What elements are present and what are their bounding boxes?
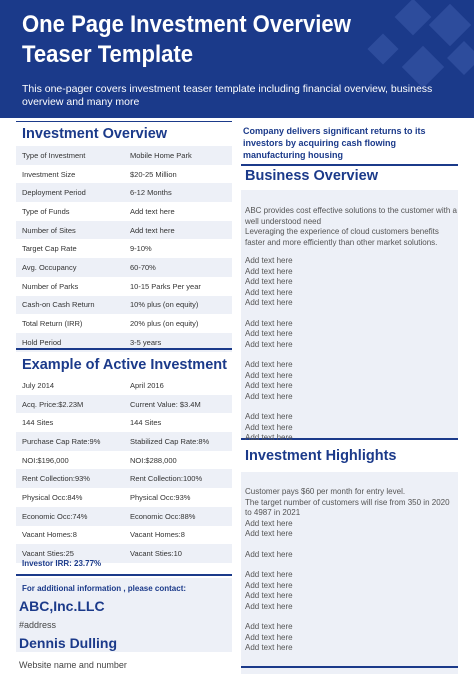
table-cell: NOI:$196,000 bbox=[16, 451, 124, 470]
table-cell: Hold Period bbox=[16, 333, 124, 352]
table-cell: $20-25 Million bbox=[124, 165, 232, 184]
placeholder-text: Add text here bbox=[245, 570, 293, 579]
placeholder-text: Add text here bbox=[245, 643, 293, 652]
table-row bbox=[16, 202, 232, 221]
table-row bbox=[16, 314, 232, 333]
investment-highlights-text bbox=[245, 487, 457, 654]
divider bbox=[241, 666, 458, 668]
divider bbox=[16, 574, 232, 576]
address: #address bbox=[19, 620, 57, 630]
contact-person: Dennis Dulling bbox=[19, 635, 117, 651]
table-row bbox=[16, 296, 232, 315]
placeholder-text: Add text here bbox=[245, 601, 293, 611]
table-row bbox=[16, 183, 232, 202]
table-row bbox=[16, 395, 232, 414]
table-cell: 144 Sites bbox=[16, 413, 124, 432]
table-cell: Number of Sites bbox=[16, 221, 124, 240]
table-cell: Economic Occ:74% bbox=[16, 507, 124, 526]
table-row bbox=[16, 146, 232, 165]
placeholder-text: Add text here bbox=[245, 360, 293, 369]
business-overview-text bbox=[245, 206, 457, 444]
placeholder-text: Add text here bbox=[245, 549, 293, 559]
business-intro-1: ABC provides cost effective solutions to the customer with a well understood need bbox=[245, 206, 457, 226]
placeholder-text: Add text here bbox=[245, 277, 293, 286]
page-title: One Page Investment Overview Teaser Template bbox=[22, 11, 351, 68]
table-cell: Type of Investment bbox=[16, 146, 124, 165]
table-cell: Vacant Homes:8 bbox=[16, 526, 124, 545]
table-cell: Cash-on Cash Return bbox=[16, 296, 124, 315]
placeholder-text: Add text here bbox=[245, 256, 293, 265]
table-cell: 9-10% bbox=[124, 239, 232, 258]
table-cell: Avg. Occupancy bbox=[16, 258, 124, 277]
placeholder-text: Add text here bbox=[245, 518, 293, 528]
table-row bbox=[16, 239, 232, 258]
table-cell: Vacant Sties:10 bbox=[124, 544, 232, 563]
table-cell: 20% plus (on equity) bbox=[124, 314, 232, 333]
table-cell: Physical Occ:93% bbox=[124, 488, 232, 507]
table-row bbox=[16, 526, 232, 545]
table-row bbox=[16, 376, 232, 395]
table-row bbox=[16, 488, 232, 507]
divider bbox=[241, 164, 458, 166]
table-cell: April 2016 bbox=[124, 376, 232, 395]
investment-overview-title: Investment Overview bbox=[22, 126, 168, 142]
placeholder-text: Add text here bbox=[245, 632, 293, 642]
table-cell: 144 Sites bbox=[124, 413, 232, 432]
active-investment-table bbox=[16, 376, 232, 563]
placeholder-text: Add text here bbox=[245, 529, 293, 538]
table-cell: July 2014 bbox=[16, 376, 124, 395]
table-cell: NOI:$288,000 bbox=[124, 451, 232, 470]
placeholder-group bbox=[245, 519, 457, 654]
placeholder-text: Add text here bbox=[245, 412, 293, 421]
divider bbox=[16, 348, 232, 350]
table-cell: Deployment Period bbox=[16, 183, 124, 202]
placeholder-text: Add text here bbox=[245, 391, 293, 401]
placeholder-text: Add text here bbox=[245, 422, 293, 432]
business-intro-2: Leveraging the experience of cloud customers benefits faster and more efficiently than other market solutions. bbox=[245, 227, 439, 247]
placeholder-text: Add text here bbox=[245, 266, 293, 276]
table-cell: Rent Collection:100% bbox=[124, 469, 232, 488]
investment-highlights-title: Investment Highlights bbox=[241, 442, 458, 472]
table-row bbox=[16, 258, 232, 277]
placeholder-text: Add text here bbox=[245, 381, 293, 390]
table-cell: Investment Size bbox=[16, 165, 124, 184]
table-cell: 10% plus (on equity) bbox=[124, 296, 232, 315]
page-subtitle: This one-pager covers investment teaser template including financial overview, business overview and many more bbox=[22, 83, 433, 108]
table-cell: Number of Parks bbox=[16, 277, 124, 296]
tagline: Company delivers significant returns to its investors by acquiring cash flowing manufacturing housing bbox=[243, 126, 426, 160]
placeholder-text: Add text here bbox=[245, 591, 293, 600]
table-cell: Acq. Price:$2.23M bbox=[16, 395, 124, 414]
table-cell: Physical Occ:84% bbox=[16, 488, 124, 507]
table-cell: Target Cap Rate bbox=[16, 239, 124, 258]
table-row bbox=[16, 451, 232, 470]
highlight-intro-1: Customer pays $60 per month for entry level. bbox=[245, 487, 406, 496]
placeholder-text: Add text here bbox=[245, 329, 293, 338]
highlight-intro-2: The target number of customers will rise from 350 in 2020 to 4987 in 2021 bbox=[245, 497, 450, 517]
company-name: ABC,Inc.LLC bbox=[19, 598, 105, 614]
divider bbox=[16, 121, 232, 122]
table-row bbox=[16, 413, 232, 432]
table-row bbox=[16, 469, 232, 488]
table-row bbox=[16, 277, 232, 296]
table-cell: 3-5 years bbox=[124, 333, 232, 352]
business-overview-title: Business Overview bbox=[241, 164, 458, 190]
table-cell: Type of Funds bbox=[16, 202, 124, 221]
table-cell: Add text here bbox=[124, 202, 232, 221]
table-cell: 60-70% bbox=[124, 258, 232, 277]
table-row bbox=[16, 165, 232, 184]
table-cell: Vacant Homes:8 bbox=[124, 526, 232, 545]
table-cell: Vacant Sties:25 bbox=[16, 544, 124, 563]
placeholder-text: Add text here bbox=[245, 339, 293, 349]
active-investment-title: Example of Active Investment bbox=[22, 357, 227, 373]
placeholder-text: Add text here bbox=[245, 580, 293, 590]
investment-overview-table bbox=[16, 146, 232, 352]
table-cell: Mobile Home Park bbox=[124, 146, 232, 165]
placeholder-text: Add text here bbox=[245, 622, 293, 631]
table-cell: 10-15 Parks Per year bbox=[124, 277, 232, 296]
table-cell: Stabilized Cap Rate:8% bbox=[124, 432, 232, 451]
placeholder-text: Add text here bbox=[245, 318, 293, 328]
table-cell: Add text here bbox=[124, 221, 232, 240]
website: Website name and number bbox=[19, 660, 127, 670]
table-cell: Current Value: $3.4M bbox=[124, 395, 232, 414]
table-cell: Economic Occ:88% bbox=[124, 507, 232, 526]
table-row bbox=[16, 432, 232, 451]
table-cell: Rent Collection:93% bbox=[16, 469, 124, 488]
placeholder-text: Add text here bbox=[245, 298, 293, 307]
placeholder-text: Add text here bbox=[245, 287, 293, 297]
table-cell: 6-12 Months bbox=[124, 183, 232, 202]
table-row bbox=[16, 507, 232, 526]
investor-irr: Investor IRR: 23.77% bbox=[22, 559, 102, 568]
table-cell: Total Return (IRR) bbox=[16, 314, 124, 333]
placeholder-group bbox=[245, 256, 457, 444]
placeholder-text: Add text here bbox=[245, 370, 293, 380]
table-cell: Purchase Cap Rate:9% bbox=[16, 432, 124, 451]
table-row bbox=[16, 221, 232, 240]
header-banner bbox=[0, 0, 474, 118]
contact-label: For additional information , please contact: bbox=[22, 584, 187, 593]
placeholder-text: Add text here bbox=[245, 433, 293, 442]
